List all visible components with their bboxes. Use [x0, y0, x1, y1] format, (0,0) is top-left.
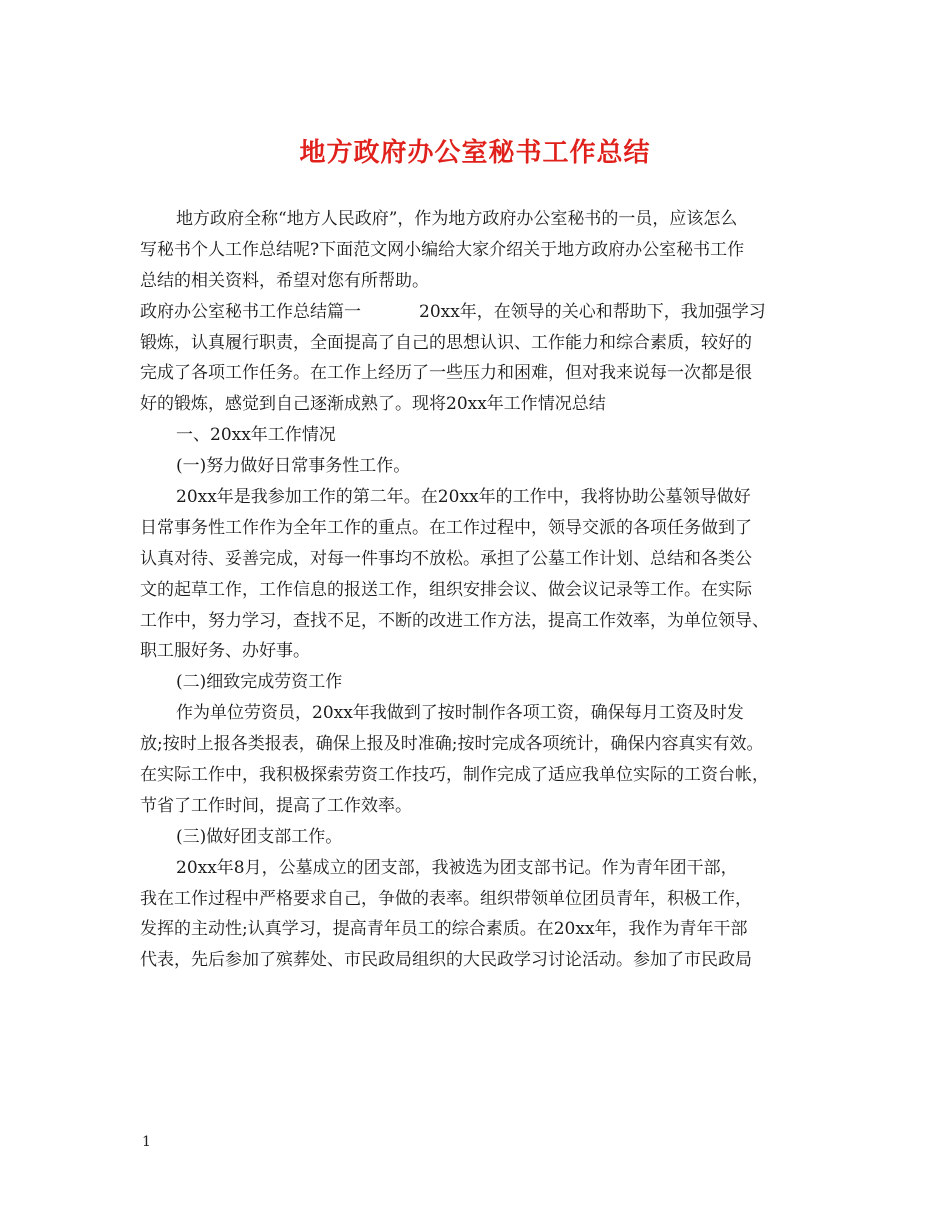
text-line: 放;按时上报各类报表，确保上报及时准确;按时完成各项统计，确保内容真实有效。 [140, 734, 764, 755]
text-line: 写秘书个人工作总结呢?下面范文网小编给大家介绍关于地方政府办公室秘书工作 [140, 239, 745, 260]
text-line: 地方政府全称“地方人民政府”，作为地方政府办公室秘书的一员，应该怎么 [176, 209, 738, 229]
text-line: 完成了各项工作任务。在工作上经历了一些压力和困难，但对我来说每一次都是很 [140, 363, 752, 384]
text-line: (一)努力做好日常事务性工作。 [176, 456, 411, 477]
text-line: 锻炼，认真履行职责，全面提高了自己的思想认识、工作能力和综合素质，较好的 [140, 332, 752, 353]
text-fragment: 20xx年，在领导的关心和帮助下，我加强学习 [419, 301, 766, 322]
page-title: 地方政府办公室秘书工作总结 [299, 138, 651, 168]
text-line: 一、20xx年工作情况 [176, 425, 336, 446]
text-line: 我在工作过程中严格要求自己，争做的表率。组织带领单位团员青年，积极工作， [140, 888, 752, 909]
text-line: 20xx年是我参加工作的第二年。在20xx年的工作中，我将协助公墓领导做好 [176, 487, 751, 508]
text-line: 职工服好务、办好事。 [140, 641, 310, 662]
text-line-section-heading [140, 297, 840, 328]
text-line: (二)细致完成劳资工作 [176, 672, 343, 693]
text-line: 文的起草工作，工作信息的报送工作，组织安排会议、做会议记录等工作。在实际 [140, 579, 752, 600]
text-line: 总结的相关资料，希望对您有所帮助。 [140, 270, 429, 291]
text-line: 日常事务性工作作为全年工作的重点。在工作过程中，领导交派的各项任务做到了 [140, 517, 752, 538]
text-line: (三)做好团支部工作。 [176, 826, 343, 847]
text-line: 发挥的主动性;认真学习，提高青年员工的综合素质。在20xx年，我作为青年干部 [140, 919, 748, 940]
text-line: 节省了工作时间，提高了工作效率。 [140, 795, 412, 816]
text-line: 好的锻炼，感觉到自己逐渐成熟了。现将20xx年工作情况总结 [140, 394, 606, 415]
text-line: 工作中，努力学习，查找不足，不断的改进工作方法，提高工作效率，为单位领导、 [140, 610, 769, 631]
text-line: 在实际工作中，我积极探索劳资工作技巧，制作完成了适应我单位实际的工资台帐， [140, 765, 769, 786]
text-line: 代表，先后参加了殡葬处、市民政局组织的大民政学习讨论活动。参加了市民政局 [140, 950, 752, 971]
section-heading: 政府办公室秘书工作总结篇一 [140, 301, 361, 322]
page-number: 1 [142, 1134, 151, 1150]
text-line: 作为单位劳资员，20xx年我做到了按时制作各项工资，确保每月工资及时发 [176, 703, 744, 724]
text-line: 认真对待、妥善完成，对每一件事均不放松。承担了公墓工作计划、总结和各类公 [140, 548, 752, 569]
text-line: 20xx年8月，公墓成立的团支部，我被选为团支部书记。作为青年团干部， [176, 857, 738, 878]
document-body [140, 204, 840, 976]
